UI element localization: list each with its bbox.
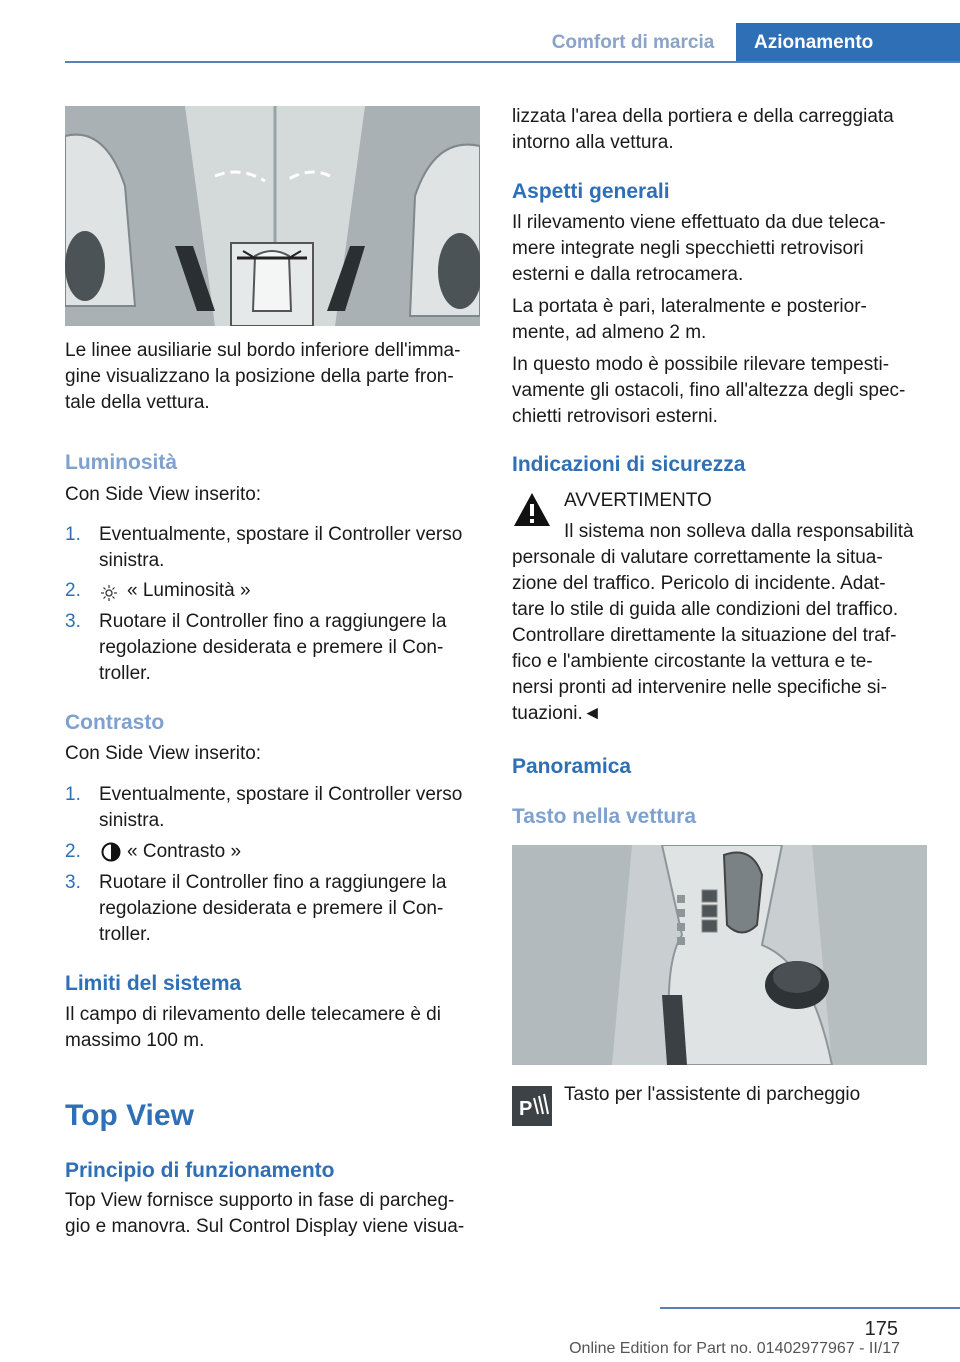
heading-limiti: Limiti del sistema (65, 972, 242, 995)
header-active-tab[interactable]: Azionamento (736, 23, 960, 63)
contrasto-intro: Con Side View inserito: (65, 743, 262, 764)
warning-line: Il sistema non solleva dalla responsabilità (564, 521, 914, 542)
svg-text:P: P (519, 1098, 533, 1120)
heading-principio: Principio di funzionamento (65, 1159, 335, 1182)
header-rule (65, 61, 960, 63)
warning-icon (512, 490, 552, 535)
side-view-illustration (65, 106, 480, 326)
heading-aspetti: Aspetti generali (512, 180, 670, 203)
button-caption: Tasto per l'assistente di parcheggio (564, 1084, 861, 1105)
topview-text: Top View fornisce supporto in fase di parcheg- gio e manovra. Sul Control Display viene visua- (65, 1190, 465, 1237)
warning-text: personale di valutare correttamente la situa- zione del traffico. Pericolo di incidente. Adat- tare lo stile di guida alle condizioni del traffico. Controllare direttamente la situazione del traf- fico e l'ambiente circostante la vettura e te- nersi pronti ad intervenire nelle specifiche si- tuazioni.◄ (512, 547, 899, 724)
contrast-icon (101, 842, 121, 870)
center-console-illustration (512, 845, 927, 1065)
warning-title: AVVERTIMENTO (564, 490, 712, 511)
heading-top-view: Top View (65, 1099, 194, 1132)
luminosita-intro: Con Side View inserito: (65, 484, 262, 505)
footer-rule (660, 1307, 960, 1309)
heading-panoramica: Panoramica (512, 755, 632, 778)
park-assist-button-icon (512, 1086, 552, 1131)
limiti-text: Il campo di rilevamento delle telecamere è di massimo 100 m. (65, 1004, 441, 1051)
page-number: 175 (864, 1318, 898, 1340)
edition-text: Online Edition for Part no. 01402977967 - II/17 (569, 1340, 900, 1357)
heading-luminosita: Luminosità (65, 451, 178, 474)
heading-contrasto: Contrasto (65, 711, 165, 734)
brightness-icon (101, 583, 117, 609)
header-section-tab[interactable]: Comfort di marcia (551, 32, 715, 53)
figure-caption: Le linee ausiliarie sul bordo inferiore dell'imma- gine visualizzano la posizione della parte fron- tale della vettura. (65, 340, 461, 413)
aspetti-text: Il rilevamento viene effettuato da due teleca- mere integrate negli specchietti retrovisori esterni e dalla retrocamera. La portata è pari, lateralmente e posterior- mente, ad almeno 2 m. In questo modo è possibile rilevare tempesti- vamente gli ostacoli, fino all'altezza degli spec- chietti retrovisori esterni. (512, 212, 906, 427)
heading-tasto: Tasto nella vettura (512, 805, 696, 828)
heading-sicurezza: Indicazioni di sicurezza (512, 453, 746, 476)
topview-text-continued: lizzata l'area della portiera e della carreggiata intorno alla vettura. (512, 106, 894, 153)
